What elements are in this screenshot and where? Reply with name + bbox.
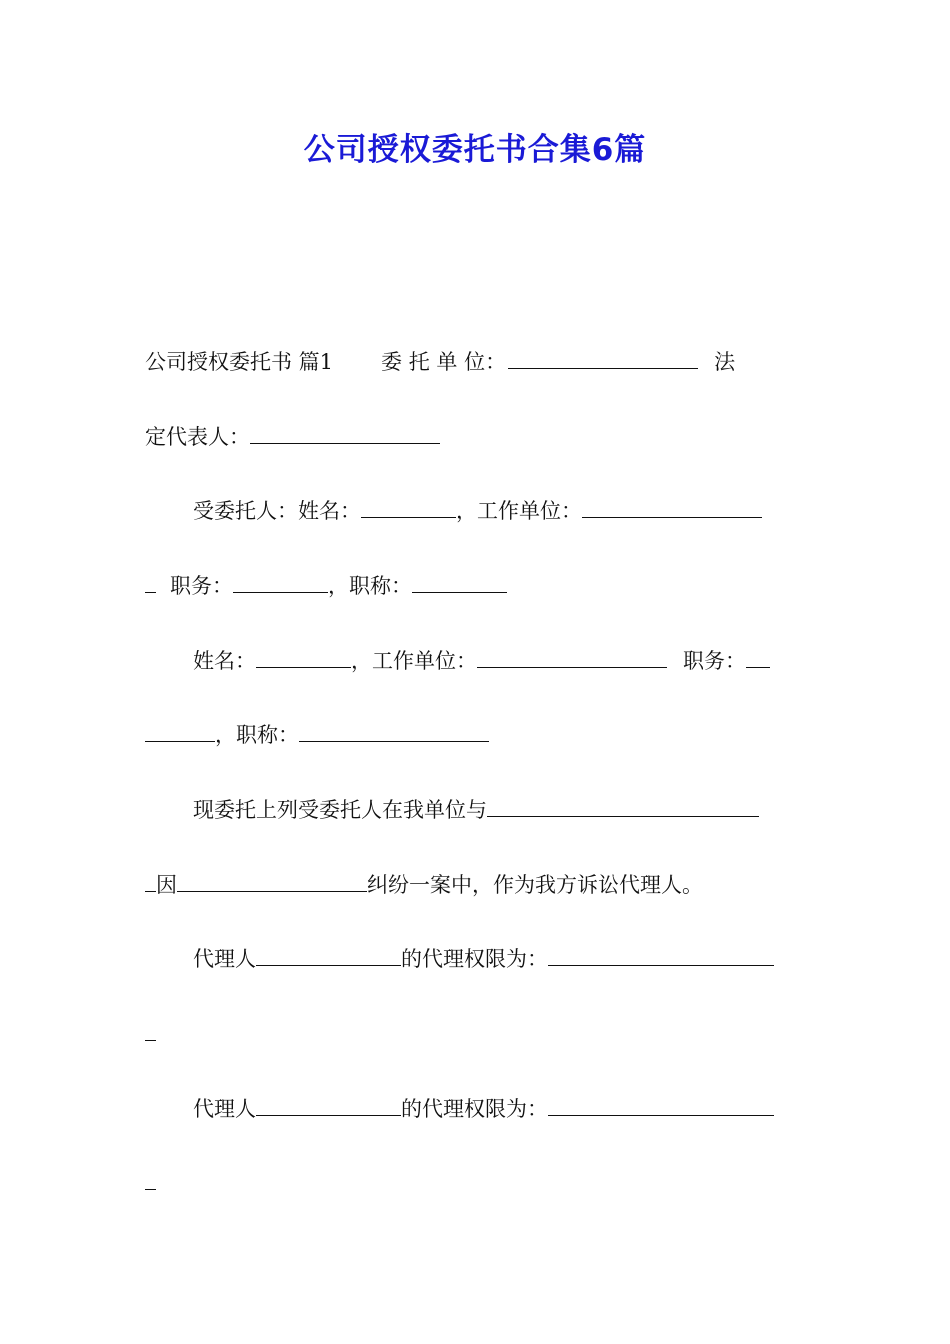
agent2-name-blank	[256, 1093, 401, 1116]
trustee2-workplace-label: ，工作单位：	[351, 649, 477, 673]
section-heading: 公司授权委托书 篇1	[145, 350, 334, 374]
line-agent-1-authority	[145, 943, 807, 974]
line-trustee-2	[145, 645, 807, 676]
line-trustee-2-title	[145, 719, 807, 750]
line-agent-1-authority-cont	[145, 1018, 807, 1049]
legal-rep-label-start: 法	[714, 350, 736, 374]
trustee-workplace-blank	[582, 495, 762, 518]
agent2-authority-blank-cont	[145, 1167, 156, 1190]
trustee-name-blank	[361, 495, 456, 518]
trustee2-name-label: 姓名：	[193, 649, 256, 673]
agent1-authority-label: 的代理权限为：	[401, 947, 548, 971]
entrust-statement-text: 现委托上列受委托人在我单位与	[193, 798, 487, 822]
entrusting-unit-label: 委 托 单 位：	[381, 350, 507, 374]
counterparty-blank	[487, 794, 759, 817]
trustee2-position-label: 职务：	[683, 649, 746, 673]
document-title: 公司授权委托书合集6篇	[303, 132, 647, 168]
agent2-label: 代理人	[193, 1097, 256, 1121]
agent2-authority-label: 的代理权限为：	[401, 1097, 548, 1121]
trustee-position-label: 职务：	[170, 574, 233, 598]
line-agent-2-authority	[145, 1093, 807, 1124]
dispute-cause-label: 因	[156, 873, 177, 897]
trustee2-workplace-blank	[477, 645, 667, 668]
trustee-rank-blank	[412, 570, 507, 593]
agent2-authority-blank	[548, 1093, 774, 1116]
line-entrust-statement	[145, 794, 807, 825]
legal-rep-label: 定代表人：	[145, 425, 250, 449]
line-agent-2-authority-cont	[145, 1167, 807, 1198]
trustee-position-blank	[233, 570, 328, 593]
trustee2-name-blank	[256, 645, 351, 668]
line-trustee-1-title	[145, 570, 807, 601]
agent1-authority-blank-cont	[145, 1018, 156, 1041]
line-legal-representative	[145, 421, 807, 452]
trustee2-position-blank-cont	[145, 719, 215, 742]
line-trustee-1	[145, 495, 807, 526]
counterparty-blank-cont	[145, 869, 156, 892]
trustee-workplace-blank-cont	[145, 570, 156, 593]
agent1-authority-blank	[548, 943, 774, 966]
trustee2-position-blank	[746, 645, 770, 668]
trustee-workplace-label: ，工作单位：	[456, 499, 582, 523]
dispute-statement-text: 纠纷一案中，作为我方诉讼代理人。	[367, 873, 703, 897]
entrusting-unit-blank	[508, 346, 698, 369]
trustee2-rank-blank	[299, 719, 489, 742]
agent1-name-blank	[256, 943, 401, 966]
line-entrusting-unit	[145, 346, 807, 377]
trustee-rank-label: ，职称：	[328, 574, 412, 598]
trustee2-rank-label: ，职称：	[215, 723, 299, 747]
legal-rep-blank	[250, 421, 440, 444]
dispute-cause-blank	[177, 869, 367, 892]
trustee-name-label: 受委托人：姓名：	[193, 499, 361, 523]
agent1-label: 代理人	[193, 947, 256, 971]
line-dispute	[145, 869, 807, 900]
